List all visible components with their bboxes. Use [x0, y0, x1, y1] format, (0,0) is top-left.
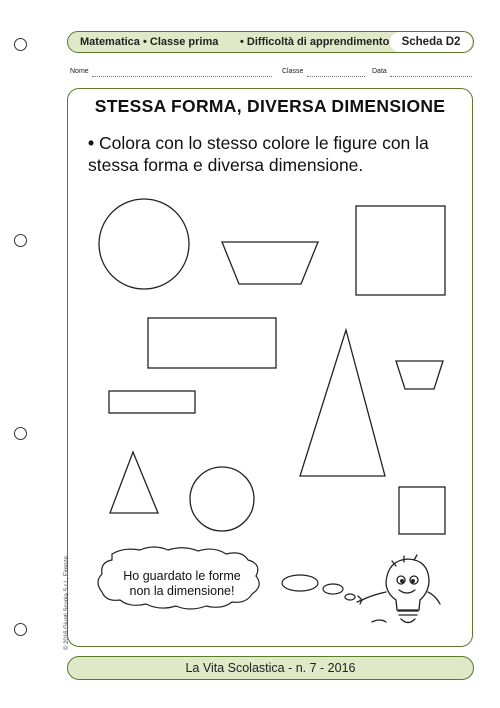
small-square[interactable]: [399, 487, 445, 534]
instruction-bullet: •: [88, 133, 95, 153]
small-trapezoid[interactable]: [396, 361, 443, 389]
header-subject: Matematica • Classe prima: [80, 36, 219, 48]
copyright-credit: © 2016 Giunti Scuola S.r.l., Firenze: [64, 556, 70, 650]
large-triangle[interactable]: [300, 330, 385, 476]
small-rectangle[interactable]: [109, 391, 195, 413]
lightbulb-mascot-icon: [357, 555, 440, 623]
speech-line-2: non la dimensione!: [129, 584, 235, 598]
header-topic: • Difficoltà di apprendimento: [240, 36, 390, 48]
large-rectangle[interactable]: [148, 318, 276, 368]
worksheet-title: STESSA FORMA, DIVERSA DIMENSIONE: [94, 96, 446, 116]
small-circle[interactable]: [190, 467, 254, 531]
sheet-badge: Scheda D2: [390, 32, 472, 52]
large-square[interactable]: [356, 206, 445, 295]
date-label: Data: [372, 68, 387, 75]
speech-line-1: Ho guardato le forme: [123, 569, 241, 583]
large-trapezoid[interactable]: [222, 242, 318, 284]
instruction-text: Colora con lo stesso colore le figure con la stessa forma e diversa dimensione.: [88, 133, 429, 175]
footer-bar: La Vita Scolastica - n. 7 - 2016: [67, 656, 474, 680]
small-triangle[interactable]: [110, 452, 158, 513]
large-circle[interactable]: [99, 199, 189, 289]
class-label: Classe: [282, 68, 304, 75]
speech-bubble-text: [100, 569, 264, 599]
name-label: Nome: [70, 68, 89, 75]
